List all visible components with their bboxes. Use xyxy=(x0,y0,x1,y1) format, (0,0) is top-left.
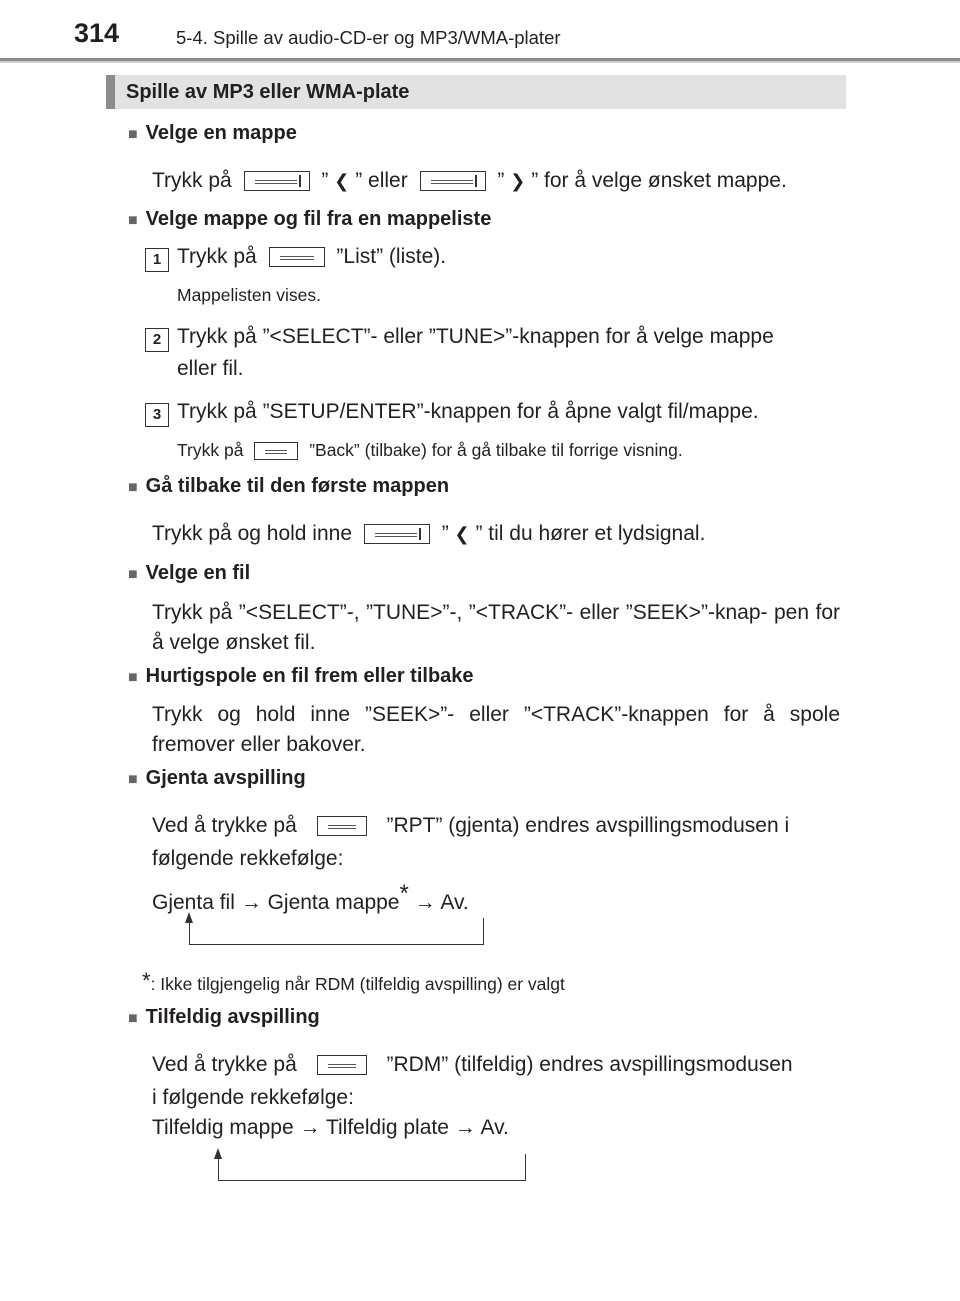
section-heading-mappeliste xyxy=(128,208,491,231)
instruction-line xyxy=(152,1053,793,1077)
footnote xyxy=(142,968,565,995)
sequence-item: Tilfeldig plate xyxy=(325,1116,449,1139)
step-number-1: 1 xyxy=(145,248,169,272)
section-title-text: Hurtigspole en fil frem eller tilbake xyxy=(145,665,474,687)
instruction-line xyxy=(152,169,787,193)
header-rule-shadow xyxy=(0,61,960,63)
text-fragment: Ved å trykke på xyxy=(152,814,297,837)
button-icon xyxy=(254,442,298,460)
sequence-item: Gjenta fil xyxy=(152,891,235,914)
section-title-text: Gå tilbake til den første mappen xyxy=(145,475,450,497)
text-fragment: ” eller xyxy=(355,169,408,192)
text-fragment: ”Back” (tilbake) for å gå tilbake til forrige visning. xyxy=(309,440,683,460)
section-heading-velge-fil xyxy=(128,562,250,585)
text-fragment: ”RPT” (gjenta) endres avspillingsmodusen i xyxy=(386,814,790,837)
step-1-text xyxy=(177,245,446,269)
section-heading-gjenta xyxy=(128,767,306,790)
text-fragment: ”List” (liste). xyxy=(336,245,447,268)
text-fragment: Ved å trykke på xyxy=(152,1053,297,1076)
section-title-text: Velge en fil xyxy=(145,562,251,584)
loop-line xyxy=(218,1154,526,1181)
sequence-line xyxy=(152,1116,509,1140)
section-heading-tilfeldig xyxy=(128,1006,320,1029)
text-fragment: ” xyxy=(441,522,449,545)
loop-line xyxy=(189,918,484,945)
step-3-text: Trykk på ”SETUP/ENTER”-knappen for å åpne valgt fil/mappe. xyxy=(177,400,759,423)
step-1-note: Mappelisten vises. xyxy=(177,285,321,305)
arrow-right-icon: → xyxy=(299,1116,321,1139)
step-2-line-1: Trykk på ”<SELECT”- eller ”TUNE>”-knappen for å velge mappe xyxy=(177,325,774,348)
bullet-icon: ■ xyxy=(128,1010,138,1027)
paragraph: Trykk og hold inne ”SEEK>”- eller ”<TRACK”-knappen for å spole fremover eller bakover. xyxy=(152,703,840,756)
section-title-text: Velge en mappe xyxy=(145,122,297,144)
text-fragment: Trykk på xyxy=(177,440,244,460)
sequence-item: Av. xyxy=(440,891,469,914)
bullet-icon: ■ xyxy=(128,126,138,143)
section-heading-forste-mappen xyxy=(128,475,449,498)
arrow-right-icon: → xyxy=(454,1116,476,1139)
heading-band-title: Spille av MP3 eller WMA-plate xyxy=(126,81,410,103)
step-2-line-2: eller fil. xyxy=(177,357,244,380)
text-fragment: ” xyxy=(497,169,505,192)
page-number: 314 xyxy=(74,18,120,48)
heading-band xyxy=(106,75,846,109)
text-fragment: Trykk på og hold inne xyxy=(152,522,353,545)
section-title-text: Gjenta avspilling xyxy=(145,767,306,789)
sequence-item: Gjenta mappe xyxy=(267,891,400,914)
sequence-item: Tilfeldig mappe xyxy=(152,1116,294,1139)
instruction-line xyxy=(152,522,705,546)
step-number-2: 2 xyxy=(145,328,169,352)
button-icon xyxy=(269,247,325,267)
text-fragment: Trykk på xyxy=(177,245,257,268)
button-icon xyxy=(244,171,310,191)
asterisk-icon: * xyxy=(142,968,151,993)
button-icon xyxy=(317,1055,367,1075)
text-fragment: ” for å velge ønsket mappe. xyxy=(531,169,787,192)
text-fragment: Trykk på xyxy=(152,169,232,192)
button-icon xyxy=(420,171,486,191)
sequence-item: Av. xyxy=(480,1116,509,1139)
step-number-3: 3 xyxy=(145,403,169,427)
button-icon xyxy=(317,816,367,836)
bullet-icon: ■ xyxy=(128,212,138,229)
asterisk-icon: * xyxy=(399,880,409,907)
instruction-line xyxy=(152,814,789,838)
section-title-text: Velge mappe og fil fra en mappeliste xyxy=(145,208,492,230)
text-fragment: ”RDM” (tilfeldig) endres avspillingsmodusen xyxy=(386,1053,793,1076)
arrow-right-icon: → xyxy=(240,891,262,914)
bullet-icon: ■ xyxy=(128,771,138,788)
footnote-text: : Ikke tilgjengelig når RDM (tilfeldig avspilling) er valgt xyxy=(150,974,565,994)
band-edge xyxy=(106,75,115,109)
step-3-note xyxy=(177,440,683,461)
section-title: 5-4. Spille av audio-CD-er og MP3/WMA-plater xyxy=(176,27,561,48)
text-fragment: ” til du hører et lydsignal. xyxy=(475,522,706,545)
chevron-left-icon: ❮ xyxy=(334,171,350,191)
text-fragment: ” xyxy=(321,169,329,192)
bullet-icon: ■ xyxy=(128,479,138,496)
section-heading-hurtigspole xyxy=(128,665,474,688)
chevron-right-icon: ❯ xyxy=(510,171,526,191)
chevron-left-icon: ❮ xyxy=(454,524,470,544)
bullet-icon: ■ xyxy=(128,669,138,686)
section-title-text: Tilfeldig avspilling xyxy=(145,1006,320,1028)
arrow-right-icon: → xyxy=(414,891,436,914)
sequence-line xyxy=(152,880,469,915)
instruction-line: følgende rekkefølge: xyxy=(152,847,344,870)
instruction-line: i følgende rekkefølge: xyxy=(152,1086,354,1109)
section-heading-velge-mappe xyxy=(128,122,297,145)
bullet-icon: ■ xyxy=(128,566,138,583)
button-icon xyxy=(364,524,430,544)
paragraph: Trykk på ”<SELECT”-, ”TUNE>”-, ”<TRACK”- eller ”SEEK>”-knap- pen for å velge ønsket fil. xyxy=(152,601,840,654)
